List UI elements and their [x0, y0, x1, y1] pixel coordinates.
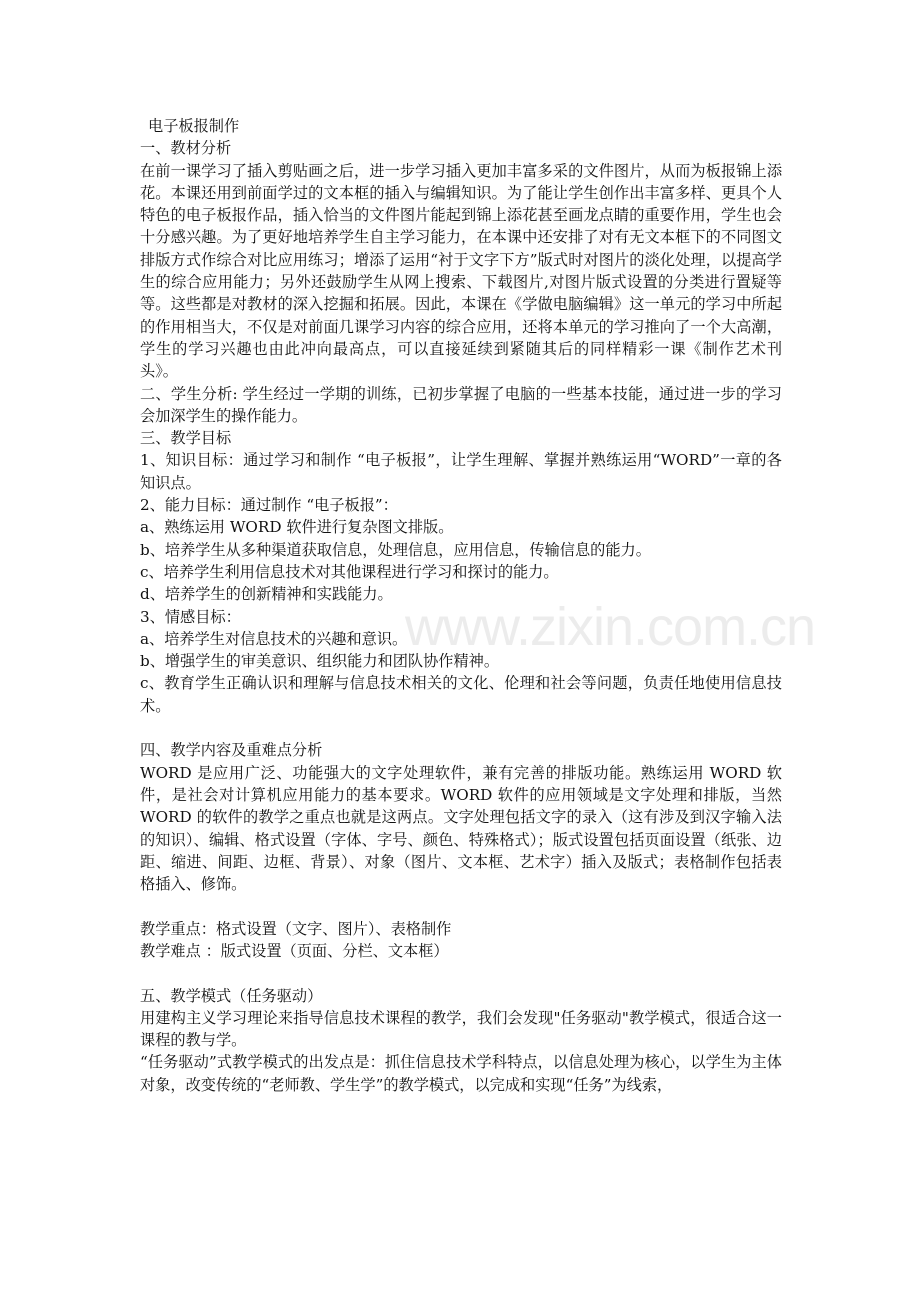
ability-goal-d: d、培养学生的创新精神和实践能力。 [140, 585, 393, 604]
ability-goal: 2、能力目标：通过制作 “电子板报”： [140, 496, 398, 515]
document-body [140, 115, 782, 1096]
document-title: 电子板报制作 [148, 117, 240, 135]
watermark: www.zixin.com.cn [405, 597, 816, 657]
emotion-goal-a: a、培养学生对信息技术的兴趣和意识。 [140, 629, 408, 648]
section-4-heading: 四、教学内容及重难点分析 [140, 741, 323, 760]
emotion-goal: 3、情感目标： [140, 607, 241, 626]
emotion-goal-b: b、增强学生的审美意识、组织能力和团队协作精神。 [140, 652, 500, 671]
teaching-difficulties: 教学难点 ：版式设置（页面、分栏、文本框） [140, 941, 449, 960]
section-3-heading: 三、教学目标 [140, 429, 232, 448]
ability-goal-a: a、熟练运用 WORD 软件进行复杂图文排版。 [140, 518, 454, 537]
ability-goal-c: c、培养学生利用信息技术对其他课程进行学习和探讨的能力。 [140, 562, 559, 581]
knowledge-goal: 1、知识目标：通过学习和制作 “电子板报”，让学生理解、掌握并熟练运用“WORD”一章的各知识点。 [140, 451, 782, 492]
section-4-paragraph: WORD 是应用广泛、功能强大的文字处理软件，兼有完善的排版功能。熟练运用 WORD 软件，是社会对计算机应用能力的基本要求。WORD 软件的应用领域是文字处理和排版，当然 WORD 的软件的教学之重点也就是这两点。文字处理包括文字的录入（这有涉及到汉字输入法的知识）、编辑、格式设置（字体、字号、颜色、特殊格式）；版式设置包括页面设置（纸张、边距、缩进、间距、边框、背景）、对象（图片、文本框、艺术字）插入及版式；表格制作包括表格插入、修饰。 [140, 763, 782, 894]
blank-line [140, 962, 782, 984]
section-5-paragraph-1: 用建构主义学习理论来指导信息技术课程的教学，我们会发现"任务驱动"教学模式，很适合这一课程的教与学。 [140, 1008, 782, 1050]
section-1-paragraph: 在前一课学习了插入剪贴画之后，进一步学习插入更加丰富多采的文件图片，从而为板报锦上添花。本课还用到前面学过的文本框的插入与编辑知识。为了能让学生创作出丰富多样、更具个人特色的电子板报作品，插入恰当的文件图片能起到锦上添花甚至画龙点睛的重要作用，学生也会十分感兴趣。为了更好地培养学生自主学习能力，在本课中还安排了对有无文本框下的不同图文排版方式作综合对比应用练习；增添了运用“衬于文字下方”版式时对图片的淡化处理，以提高学生的综合应用能力；另外还鼓励学生从网上搜索、下载图片,对图片版式设置的分类进行置疑等等。这些都是对教材的深入挖掘和拓展。因此，本课在《学做电脑编辑》这一单元的学习中所起的作用相当大，不仅是对前面几课学习内容的综合应用，还将本单元的学习推向了一个大高潮，学生的学习兴趣也由此冲向最高点，可以直接延续到紧随其后的同样精彩一课《制作艺术刊头》。 [140, 161, 782, 381]
section-1-heading: 一、教材分析 [140, 139, 232, 158]
section-2-paragraph: 二、学生分析: 学生经过一学期的训练，已初步掌握了电脑的一些基本技能，通过进一步的学习会加深学生的操作能力。 [140, 384, 782, 425]
section-5-paragraph-2: “任务驱动”式教学模式的出发点是：抓住信息技术学科特点，以信息处理为核心，以学生为主体对象，改变传统的“老师教、学生学”的教学模式，以完成和实现“任务”为线索， [140, 1053, 782, 1094]
ability-goal-b: b、培养学生从多种渠道获取信息，处理信息，应用信息，传输信息的能力。 [140, 540, 651, 559]
teaching-key-points: 教学重点：格式设置（文字、图片）、表格制作 [140, 919, 452, 938]
blank-line [140, 895, 782, 917]
section-5-heading: 五、教学模式（任务驱动） [140, 986, 323, 1005]
blank-line [140, 717, 782, 739]
emotion-goal-c: c、教育学生正确认识和理解与信息技术相关的文化、伦理和社会等问题，负责任地使用信息技术。 [140, 674, 782, 715]
